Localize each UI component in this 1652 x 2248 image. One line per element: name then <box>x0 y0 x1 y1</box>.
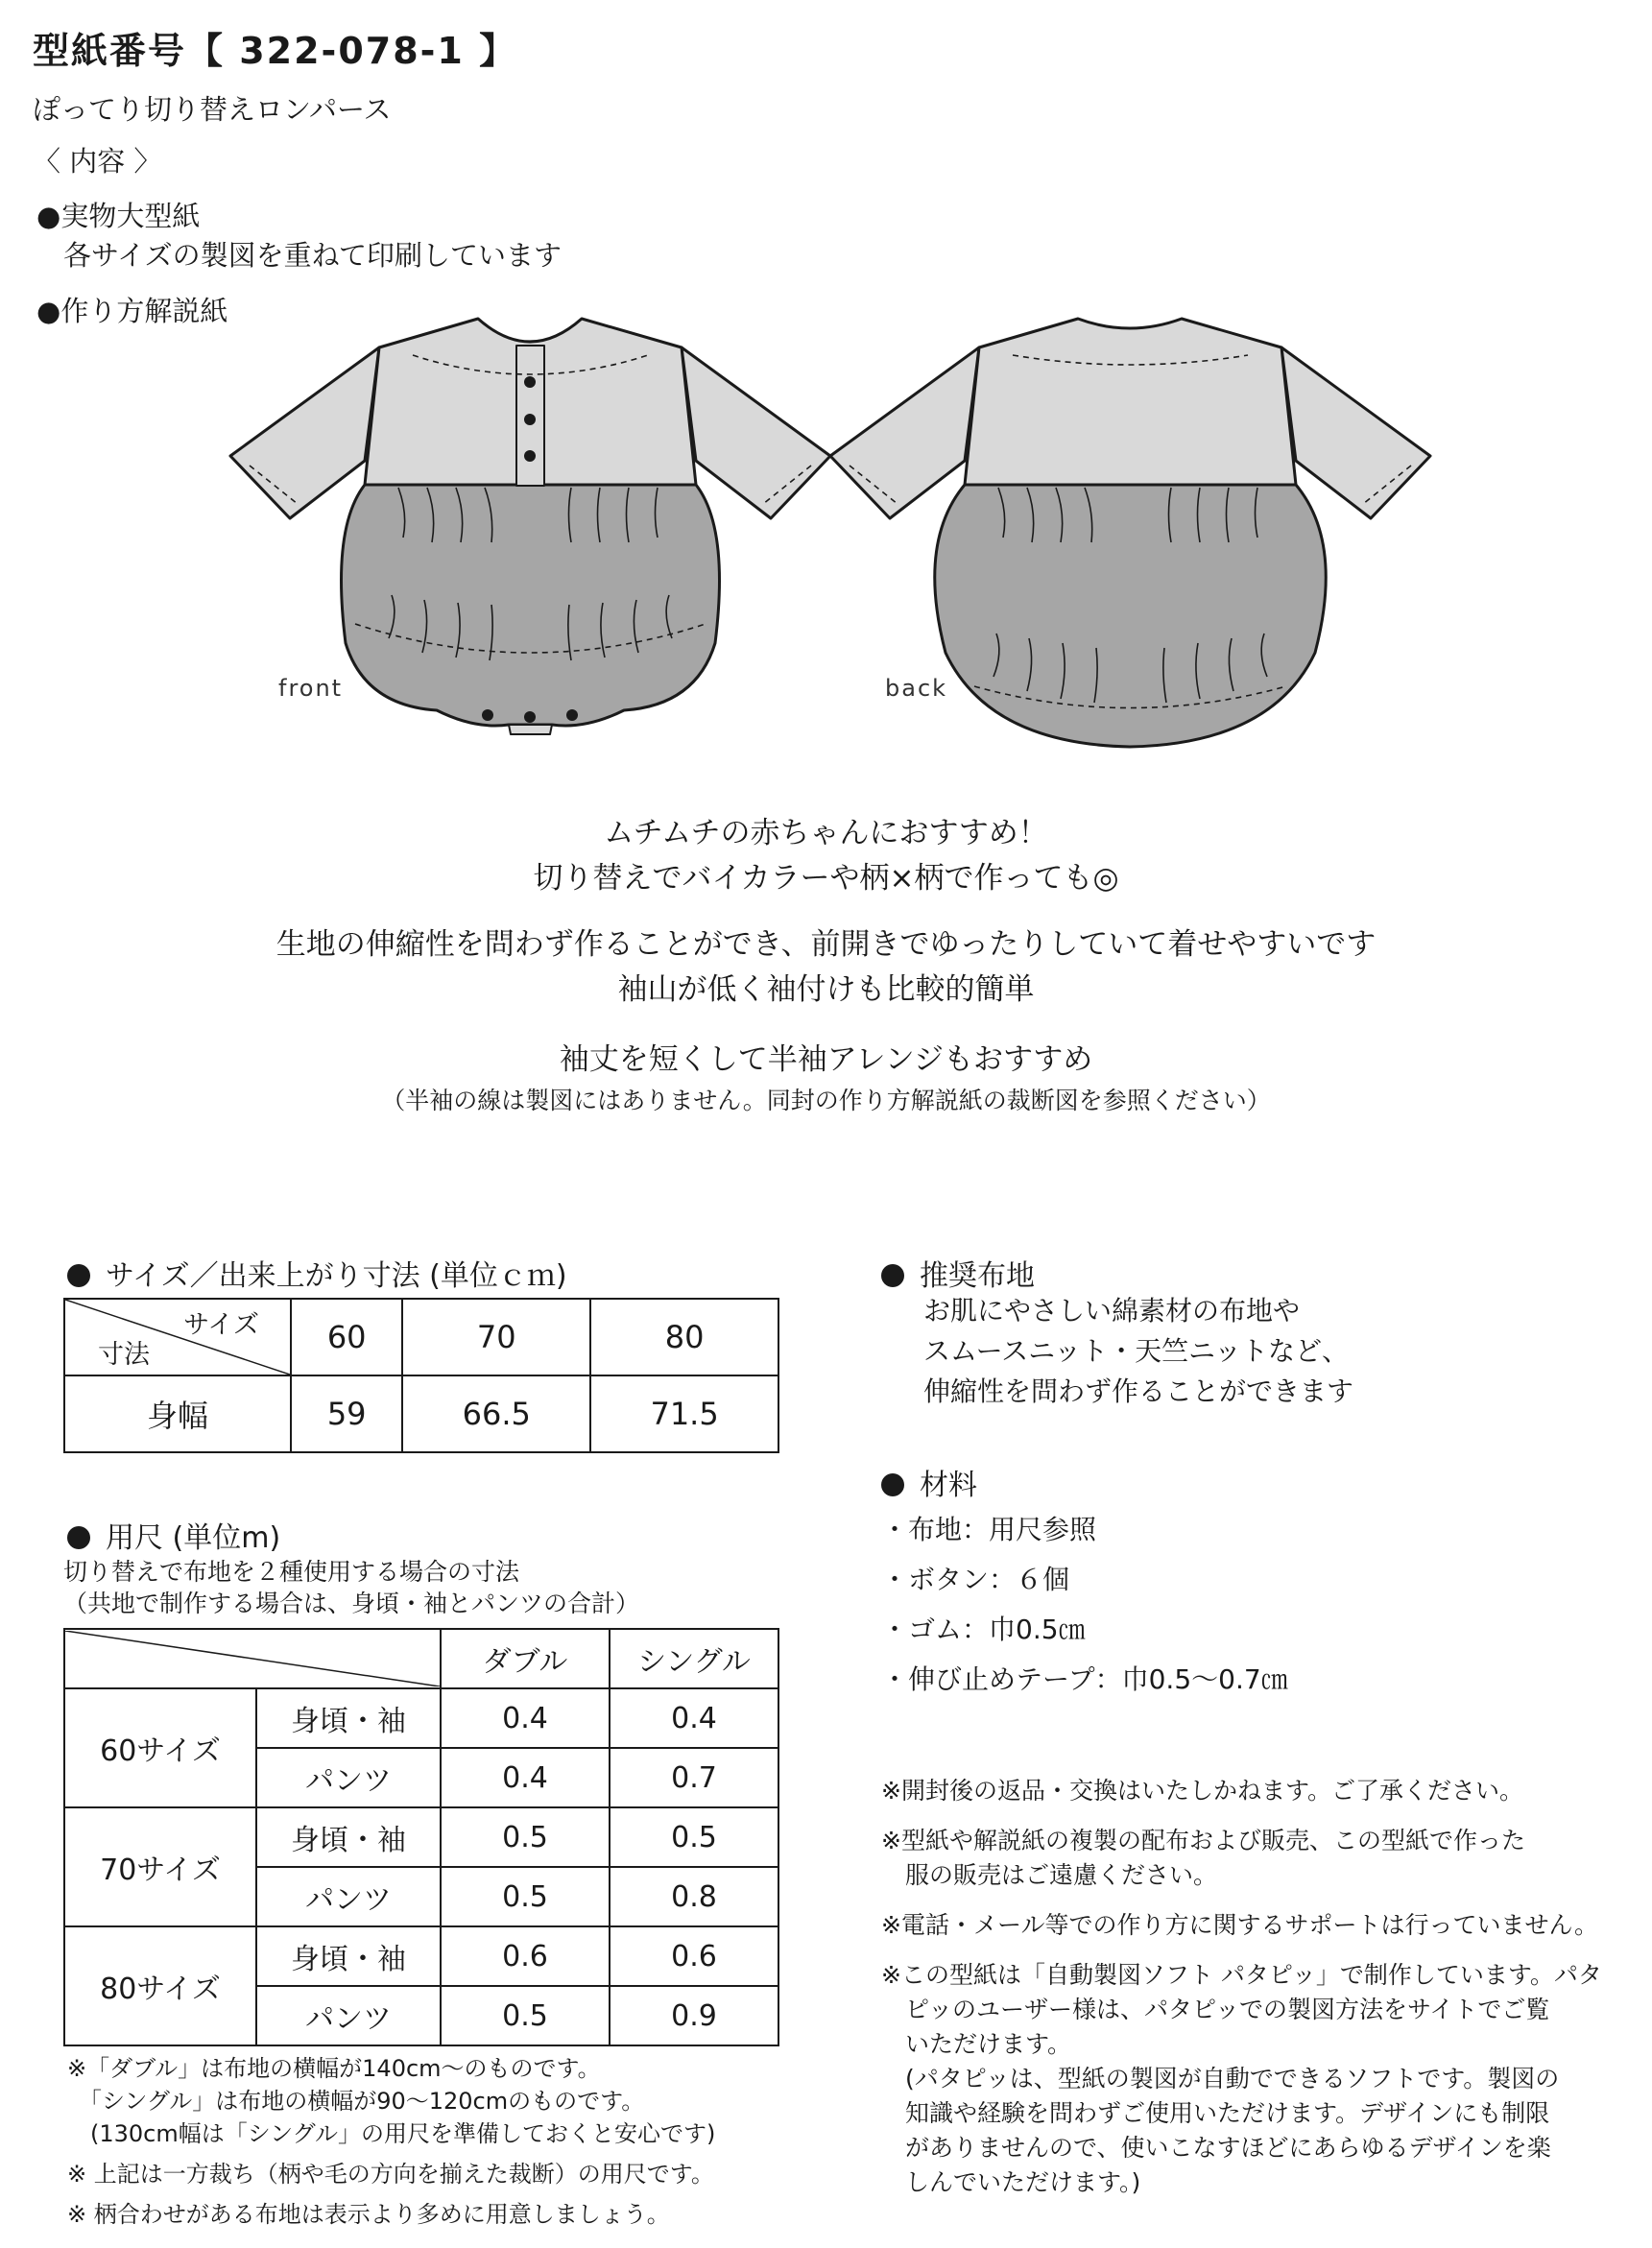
content-item-pattern-note: 各サイズの製図を重ねて印刷しています <box>63 239 562 272</box>
bullet-icon <box>881 1473 904 1496</box>
content-item-instructions: ●作り方解説紙 <box>36 295 228 327</box>
col-single: シングル <box>610 1629 778 1688</box>
yardage-table <box>63 1628 779 2046</box>
yardage-desc-2: （共地で制作する場合は、身頃・袖とパンツの合計） <box>63 1590 640 1617</box>
body-width-60: 59 <box>291 1375 402 1452</box>
size-header-80: 80 <box>590 1299 778 1375</box>
front-label: front <box>278 675 344 702</box>
catchcopy-line-4: 袖山が低く袖付けも比較的簡単 <box>617 972 1035 1007</box>
pattern-number-title: 型紙番号【 322-078-1 】 <box>33 30 518 72</box>
table-row: パンツ 0.4 0.7 <box>64 1748 778 1807</box>
materials-list <box>881 1505 1288 1705</box>
size-table-corner: サイズ 寸法 <box>64 1299 291 1375</box>
yardage-notes: ※「ダブル」は布地の横幅が140cm〜のものです。 「シングル」は布地の横幅が90〜120cmのものです。 (130cm幅は「シングル」の用尺を準備しておくと安心です) ※ 上記は一方裁ち（柄や毛の方向を揃えた裁断）の用尺です。 ※ 柄合わせがある布地は表示より多めに用意しましょう。 <box>67 2055 716 2228</box>
list-item: ・ゴム：巾0.5㎝ <box>881 1614 1086 1645</box>
content-item-pattern: ●実物大型紙 <box>36 200 201 232</box>
body-width-70: 66.5 <box>402 1375 590 1452</box>
catchcopy-line-2: 切り替えでバイカラーや柄×柄で作っても◎ <box>533 861 1119 896</box>
table-row: 60サイズ 身頃・袖 0.4 0.4 <box>64 1688 778 1748</box>
bullet-icon: ● <box>36 200 61 232</box>
size-table <box>63 1298 779 1453</box>
bullet-icon <box>881 1264 904 1287</box>
front-pants <box>342 485 720 726</box>
front-right-sleeve <box>682 347 830 518</box>
fabric-description: お肌にやさしい綿素材の布地や スムースニット・天竺ニットなど、 伸縮性を問わず作ることができます <box>923 1295 1354 1407</box>
catchcopy-note: （半袖の線は製図にはありません。同封の作り方解説紙の裁断図を参照ください） <box>381 1087 1271 1114</box>
col-double: ダブル <box>441 1629 610 1688</box>
romper-illustration <box>221 307 1440 758</box>
table-row: パンツ 0.5 0.8 <box>64 1867 778 1926</box>
fabric-heading: 推奨布地 <box>881 1252 1035 1294</box>
list-item: ・ボタン：６個 <box>881 1564 1070 1595</box>
body-width-80: 71.5 <box>590 1375 778 1452</box>
bullet-icon: ● <box>36 295 61 327</box>
front-romper-drawing <box>230 319 830 734</box>
size-heading: サイズ／出来上がり寸法 (単位ｃｍ) <box>67 1252 567 1294</box>
row-label-body-width: 身幅 <box>64 1375 291 1452</box>
front-left-sleeve <box>230 347 379 518</box>
back-label: back <box>885 675 948 702</box>
list-item: ・布地：用尺参照 <box>881 1514 1097 1545</box>
catchcopy-line-1: ムチムチの赤ちゃんにおすすめ！ <box>604 816 1048 850</box>
table-row: パンツ 0.5 0.9 <box>64 1986 778 2045</box>
catchcopy-line-3: 生地の伸縮性を問わず作ることができ、前開きでゆったりしていて着せやすいです <box>275 927 1377 962</box>
table-row: 80サイズ 身頃・袖 0.6 0.6 <box>64 1926 778 1986</box>
yardage-desc-1: 切り替えで布地を２種使用する場合の寸法 <box>63 1558 520 1586</box>
yardage-heading: 用尺 (単位m) <box>67 1514 280 1556</box>
list-item: ・伸び止めテープ：巾0.5〜0.7㎝ <box>881 1663 1288 1695</box>
diagonal-line <box>65 1631 440 1686</box>
back-pants <box>935 485 1327 747</box>
product-name: ぽってり切り替えロンパース <box>33 93 392 126</box>
catchcopy-line-5: 袖丈を短くして半袖アレンジもおすすめ <box>559 1042 1093 1077</box>
size-header-60: 60 <box>291 1299 402 1375</box>
bullet-icon <box>67 1526 90 1549</box>
back-bodice <box>965 319 1296 485</box>
bullet-icon <box>67 1264 90 1287</box>
yardage-corner <box>64 1629 441 1688</box>
materials-heading: 材料 <box>881 1461 977 1503</box>
contents-label: 〈 内容 〉 <box>33 145 162 178</box>
table-row: 70サイズ 身頃・袖 0.5 0.5 <box>64 1807 778 1867</box>
size-header-70: 70 <box>402 1299 590 1375</box>
disclaimers: ※開封後の返品・交換はいたしかねます。ご了承ください。 ※型紙や解説紙の複製の配布および販売、この型紙で作った 服の販売はご遠慮ください。 ※電話・メール等での作り方に関するサポートは行っていません。 ※この型紙は「自動製図ソフト パタピッ」で制作しています。パタ ピッのユーザー様は、パタピッでの製図方法をサイトでご覧 いただけます。 (パタピッは、型紙の製図が自動でできるソフトです。製図の 知識や経験を問わずご使用いただけます。デザインにも制限 がありませんので、使いこなすほどにあらゆるデザインを楽 しんでいただけます。) <box>881 1777 1602 2196</box>
